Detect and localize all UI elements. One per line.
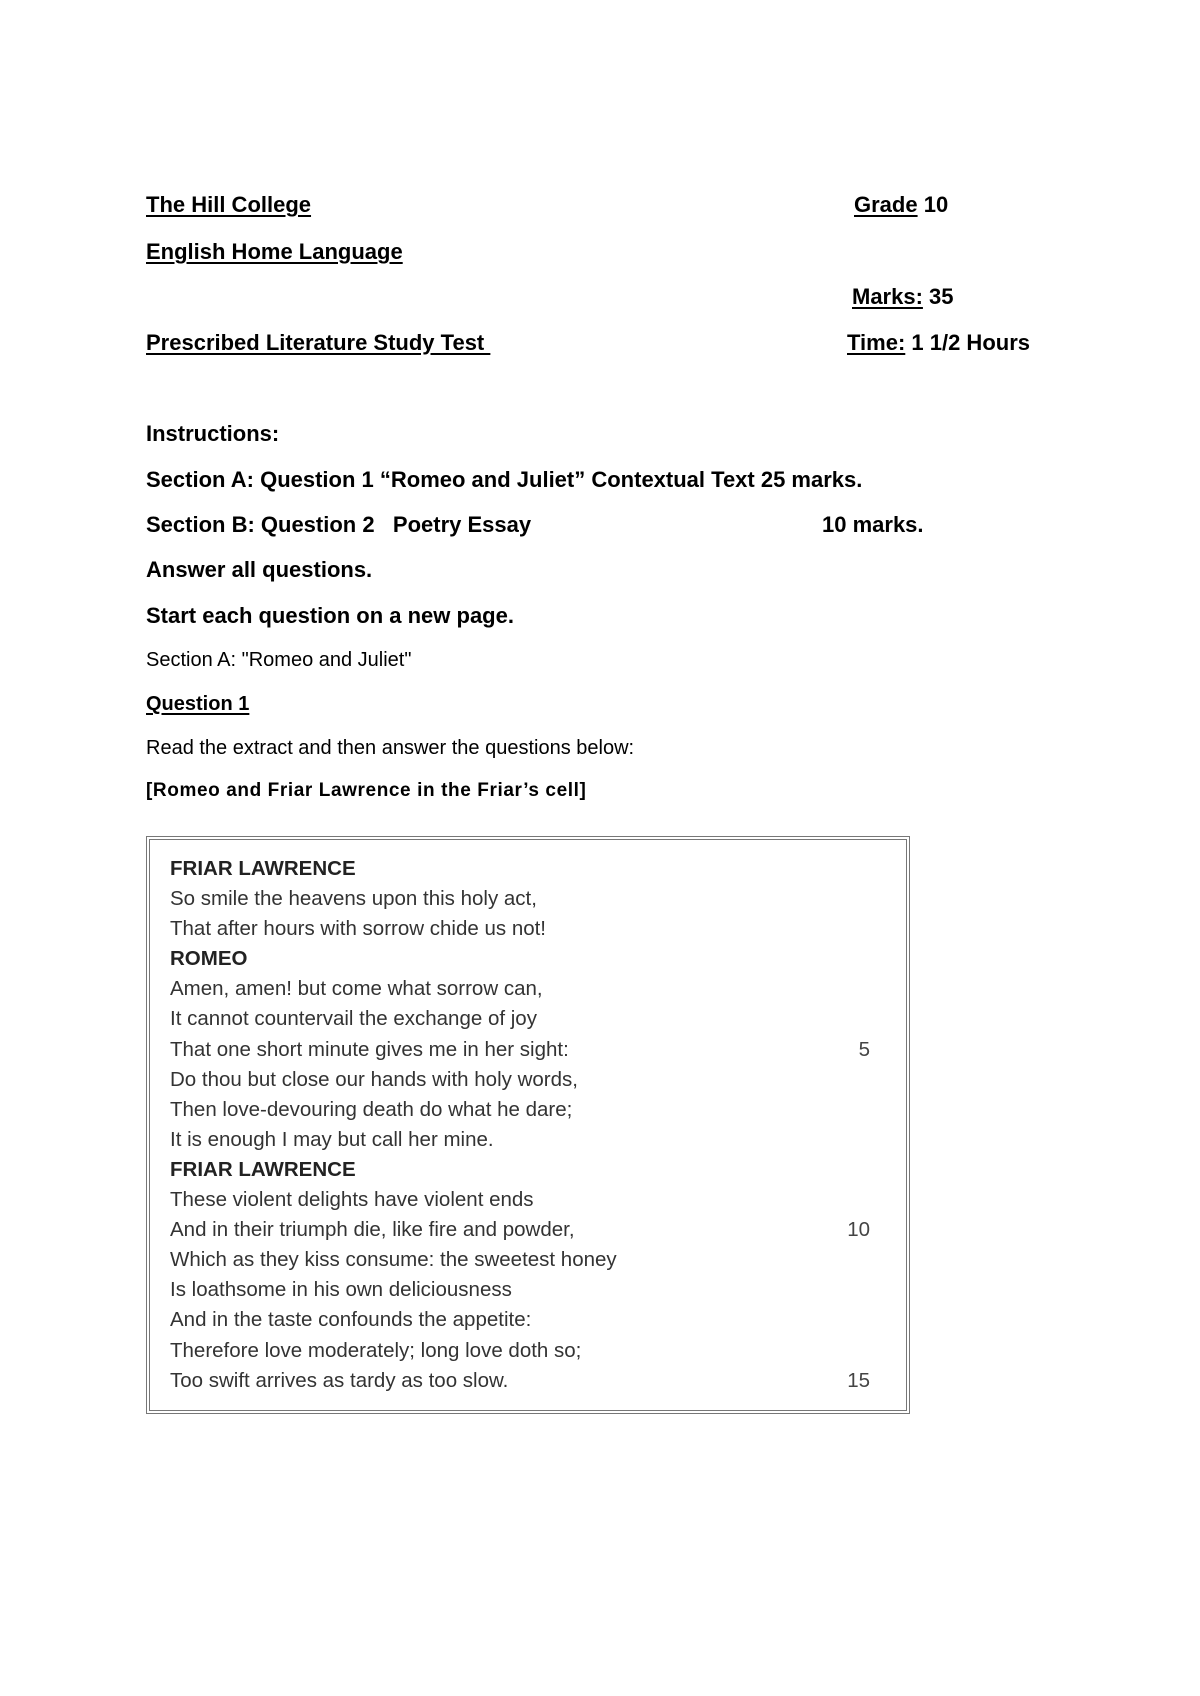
marks-value: 35 xyxy=(922,284,954,309)
extract-line-text: That one short minute gives me in her sight: xyxy=(170,1037,569,1061)
time-label: Time: xyxy=(847,330,906,355)
extract-line-text: Do thou but close our hands with holy words, xyxy=(170,1067,578,1091)
extract-line xyxy=(170,1185,870,1215)
extract-line xyxy=(170,1336,870,1366)
grade xyxy=(854,192,948,218)
extract-line xyxy=(170,1125,870,1155)
extract-line xyxy=(170,1004,870,1034)
time-value: 1 1/2 Hours xyxy=(905,330,1030,355)
extract-speaker xyxy=(170,944,870,974)
instruction-new-page: Start each question on a new page. xyxy=(146,603,514,628)
extract-line xyxy=(170,1035,870,1065)
extract-line-text: Is loathsome in his own deliciousness xyxy=(170,1278,512,1302)
test-name: Prescribed Literature Study Test xyxy=(146,330,491,355)
extract-line-text: So smile the heavens upon this holy act, xyxy=(170,887,537,911)
instruction-section-a: Section A: Question 1 “Romeo and Juliet” Contextual Text 25 marks. xyxy=(146,467,863,492)
extract-line-text: Too swift arrives as tardy as too slow. xyxy=(170,1368,509,1392)
instruction-section-b: Section B: Question 2 Poetry Essay xyxy=(146,512,532,537)
instruction-section-b-marks: 10 marks. xyxy=(822,512,924,537)
extract-line xyxy=(170,1065,870,1095)
school-name: The Hill College xyxy=(146,192,312,217)
extract-line-text: Which as they kiss consume: the sweetest honey xyxy=(170,1248,617,1272)
extract-line xyxy=(170,914,870,944)
grade-label: Grade xyxy=(854,192,918,217)
extract-line-text: FRIAR LAWRENCE xyxy=(170,857,356,880)
extract-line xyxy=(170,974,870,1004)
line-number: 10 xyxy=(847,1218,870,1242)
instruction-answer-all: Answer all questions. xyxy=(146,557,373,582)
extract-box xyxy=(146,836,910,1414)
extract-line-text: It cannot countervail the exchange of joy xyxy=(170,1007,537,1031)
question-1-setting: [Romeo and Friar Lawrence in the Friar’s cell] xyxy=(146,780,587,801)
extract-line-text: And in their triumph die, like fire and powder, xyxy=(170,1218,575,1242)
extract-line xyxy=(170,1245,870,1275)
marks-label: Marks: xyxy=(852,284,923,309)
extract-line-text: Amen, amen! but come what sorrow can, xyxy=(170,977,543,1001)
extract-speaker xyxy=(170,1155,870,1185)
instructions-heading: Instructions: xyxy=(146,421,280,446)
extract-line-text: It is enough I may but call her mine. xyxy=(170,1127,494,1151)
extract-line-text: These violent delights have violent ends xyxy=(170,1188,534,1212)
extract-lines xyxy=(170,854,870,1396)
extract-line xyxy=(170,1095,870,1125)
extract-line-text: And in the taste confounds the appetite: xyxy=(170,1308,532,1332)
marks xyxy=(852,284,954,310)
extract-line-text: Then love-devouring death do what he dare; xyxy=(170,1097,573,1121)
extract-line-text: ROMEO xyxy=(170,947,248,971)
extract-line-text: Therefore love moderately; long love doth so; xyxy=(170,1338,582,1362)
subject-title: English Home Language xyxy=(146,239,403,264)
grade-value: 10 xyxy=(917,192,949,217)
extract-line xyxy=(170,884,870,914)
extract-line xyxy=(170,1366,870,1396)
extract-line xyxy=(170,1215,870,1245)
time xyxy=(847,330,1030,356)
extract-line-text: That after hours with sorrow chide us not! xyxy=(170,917,547,941)
line-number: 15 xyxy=(847,1368,870,1392)
section-a-title: Section A: "Romeo and Juliet" xyxy=(146,649,412,671)
extract-speaker xyxy=(170,854,870,884)
extract-line-text: FRIAR LAWRENCE xyxy=(170,1157,356,1181)
question-1-prompt: Read the extract and then answer the questions below: xyxy=(146,737,635,759)
extract-line xyxy=(170,1275,870,1305)
line-number: 5 xyxy=(858,1037,870,1061)
question-1-title: Question 1 xyxy=(146,693,250,715)
extract-line xyxy=(170,1305,870,1335)
